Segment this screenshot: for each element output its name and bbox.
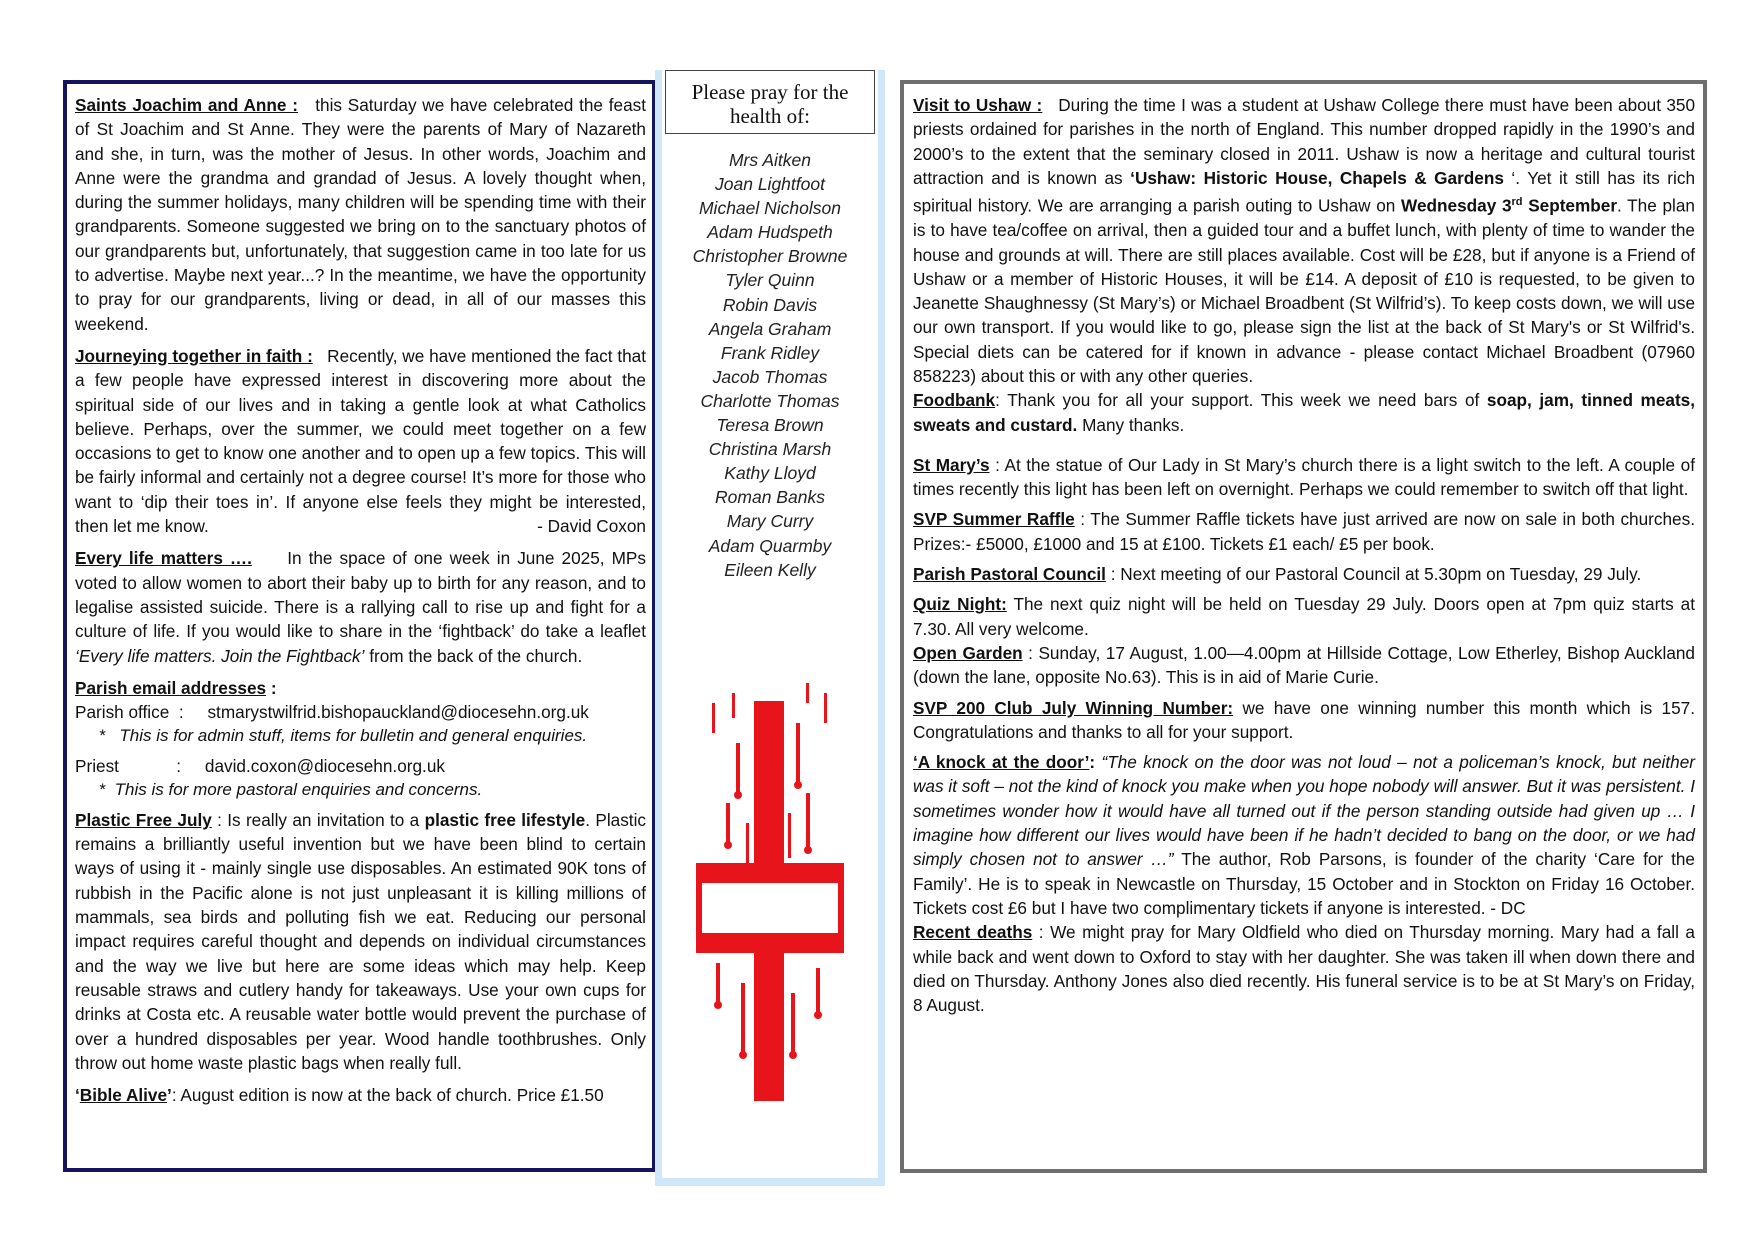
prayer-name: Robin Davis [722, 294, 818, 315]
journeying-heading: Journeying together in faith : [75, 345, 313, 366]
pastoral-council-text: : Next meeting of our Pastoral Council at 5.30pm on Tuesday, 29 July. [1105, 564, 1642, 585]
st-marys-text: : At the statue of Our Lady in St Mary’s church there is a light switch to the left. A couple of times recently this light has been left on overnight. Perhaps we could remember to switch off that light. [913, 454, 1695, 500]
prayer-name: Angela Graham [708, 318, 832, 339]
every-life-leaflet: ‘Every life matters. Join the Fightback’ [75, 645, 365, 666]
foodbank-text-2: Many thanks. [1077, 414, 1185, 435]
priest-email[interactable]: Priest : david.coxon@diocesehn.org.uk [75, 755, 445, 776]
svp-raffle-text: : The Summer Raffle tickets have just arrived are now on sale in both churches. Prizes:- £5000, £1000 and 15 at £100. Tickets £1 each/ £5 per book. [913, 509, 1695, 554]
foodbank-bold: soap, jam, tinned meats, sweats and custard. [913, 390, 1695, 435]
st-marys-heading: St Mary’s [913, 454, 990, 475]
pastoral-council-heading: Parish Pastoral Council [913, 564, 1106, 585]
bible-alive-text: : August edition is now at the back of church. Price £1.50 [171, 1085, 604, 1106]
prayer-names-list [662, 148, 878, 582]
recent-deaths-notice [913, 920, 1695, 1017]
bible-alive-quote-open: ‘ [75, 1085, 80, 1106]
svp-raffle-notice [913, 507, 1695, 556]
parish-office-note: * This is for admin stuff, items for bulletin and general enquiries. [75, 725, 588, 745]
every-life-heading: Every life matters …. [75, 548, 252, 569]
priest-note: * This is for more pastoral enquiries and concerns. [75, 779, 483, 799]
plastic-free-heading: Plastic Free July [75, 809, 212, 830]
knock-heading: ‘A knock at the door’ [913, 752, 1090, 773]
prayer-header-line-1: Please pray for the [691, 80, 849, 104]
journeying-signature: - David Coxon [537, 516, 646, 537]
open-garden-heading: Open Garden [913, 642, 1023, 663]
prayer-name: Roman Banks [715, 487, 825, 508]
prayer-name: Kathy Lloyd [724, 463, 816, 484]
prayer-name: Mary Curry [726, 511, 814, 532]
prayer-name: Adam Hudspeth [707, 222, 833, 243]
ushaw-text-3: . The plan is to have tea/coffee on arrival, then a guided tour and a buffet lunch, with plenty of time to wander the house and grounds at will. There are still places available. Cost will be £28, but if anyone is a Friend of Ushaw or a member of Historic Houses, it will be £14. A deposit of £10 is requested, to be given to Jeanette Shaughnessy (St Mary’s) or Michael Broadbent (St Wilfrid’s). To keep costs down, we will use our own transport. If you would like to go, please sign the list at the back of St Mary's or St Wilfrid's. Special diets can be catered for if known in advance - please contact Michael Broadbent (07960 858223) about this or with any other queries. [913, 195, 1695, 386]
ushaw-bold-1: ‘Ushaw: Historic House, Chapels & Gardens [1130, 167, 1504, 188]
svp-club-heading: SVP 200 Club July Winning Number: [913, 697, 1234, 718]
ushaw-text-1: During the time I was a student at Ushaw College there must have been about 350 priests ordained for parishes in the north of England. This number dropped rapidly in the 1990’s and 2000’s to the extent that the seminary closed in 2011. Ushaw is now a heritage and cultural tourist attraction and is known as [913, 95, 1696, 188]
prayer-name: Christina Marsh [708, 439, 832, 460]
prayer-name: Joan Lightfoot [715, 174, 825, 195]
joachim-anne-text: this Saturday we have celebrated the feast of St Joachim and St Anne. They were the parents of Mary of Nazareth and she, in turn, was the mother of Jesus. In other words, Joachim and Anne were the grandma and grandad of Jesus. A lovely thought when, during the summer holidays, many children will be spending time with their grandparents. Someone suggested we bring on to the sanctuary photos of our grandparents but, unfortunately, that suggestion came in too late for us to advertise. Maybe next year...? In the meantime, we have the opportunity to pray for our grandparents, living or dead, in all of our masses this weekend. [75, 95, 646, 334]
foodbank-text-1: : Thank you for all your support. This week we need bars of [995, 390, 1487, 411]
prayer-name: Mrs Aitken [728, 150, 811, 170]
ushaw-notice [913, 93, 1695, 388]
svp-club-text: we have one winning number this month which is 157. Congratulations and thanks to all for your support. [913, 697, 1695, 742]
prayer-name: Jacob Thomas [712, 366, 828, 387]
bible-alive-quote-close: ’ [167, 1085, 172, 1106]
pastoral-council-notice [913, 562, 1695, 586]
quiz-night-notice [913, 592, 1695, 641]
email-addresses-section [75, 676, 646, 802]
svp-raffle-heading: SVP Summer Raffle [913, 509, 1075, 530]
foodbank-heading: Foodbank [913, 390, 996, 411]
knock-notice [913, 750, 1695, 920]
every-life-text-2: from the back of the church. [364, 645, 583, 666]
ushaw-text-2: ‘. Yet it still has its rich spiritual history. We are arranging a parish outing to Ushaw on [913, 167, 1695, 216]
open-garden-text: : Sunday, 17 August, 1.00—4.00pm at Hillside Cottage, Low Etherley, Bishop Auckland (down the lane, opposite No.63). This is in aid of Marie Curie. [913, 642, 1695, 688]
prayer-name: Michael Nicholson [698, 198, 841, 219]
recent-deaths-text: : We might pray for Mary Oldfield who died on Thursday morning. Mary had a fall a while back and went down to Oxford to stay with her daughter. She was taken ill when down there and died on Thursday. Anthony Jones also died recently. His funeral service is to be at St Mary’s on Friday, 8 August. [913, 922, 1695, 1016]
prayer-name: Christopher Browne [692, 246, 848, 267]
ushaw-bold-2: Wednesday 3 [1401, 195, 1512, 216]
ushaw-sup: rd [1511, 196, 1523, 209]
parish-office-email[interactable]: Parish office : stmarystwilfrid.bishopauckland@diocesehn.org.uk [75, 701, 589, 722]
recent-deaths-heading: Recent deaths [913, 922, 1033, 943]
svp-club-notice [913, 696, 1695, 745]
bible-alive-heading: Bible Alive [79, 1085, 168, 1106]
journeying-text: Recently, we have mentioned the fact that a few people have expressed interest in discovering more about the spiritual side of our lives and in taking a gentle look at what Catholics believe. Perhaps, over the summer, we could meet together on a few occasions to get to know one another and to open up a few topics. This will be fairly informal and certainly not a degree course! It’s more for those who want to ‘dip their toes in’. If anyone else feels they might be interested, then let me know. [75, 345, 646, 537]
email-heading: Parish email addresses [75, 677, 267, 698]
knock-colon: : [1089, 752, 1102, 773]
st-marys-notice [913, 453, 1695, 502]
plastic-free-bold: plastic free lifestyle [424, 809, 586, 830]
ushaw-heading: Visit to Ushaw : [913, 95, 1043, 115]
email-heading-colon: : [266, 677, 277, 698]
quiz-night-heading: Quiz Night: [913, 594, 1007, 615]
knock-quote: “The knock on the door was not loud – not a policeman’s knock, but neither was it soft – not the kind of knock you make when you hope nobody will answer. But it was persistent. I sometimes wonder how it would have all turned out if the person standing outside had given up … I imagine how different our lives would have been if he hadn’t decided to bang on the door, or we had simply chosen not to answer …” [913, 752, 1695, 870]
prayer-name: Charlotte Thomas [700, 390, 840, 411]
journeying-notice [75, 344, 646, 538]
bible-alive-notice [75, 1083, 646, 1107]
joachim-anne-heading: Saints Joachim and Anne : [75, 95, 298, 115]
left-column [63, 80, 656, 1172]
every-life-notice [75, 546, 646, 667]
prayer-name: Tyler Quinn [725, 270, 815, 291]
knock-text: The author, Rob Parsons, is founder of the charity ‘Care for the Family’. He is to speak in Newcastle on Thursday, 15 October and in Stockton on Friday 16 October. Tickets cost £6 but I have two complimentary tickets if anyone is interested. - DC [913, 849, 1695, 918]
prayer-name: Eileen Kelly [724, 559, 816, 580]
prayer-name: Teresa Brown [716, 415, 824, 436]
joachim-anne-notice [75, 93, 646, 336]
prayer-header-line-2: health of: [730, 104, 810, 128]
red-cross-icon [696, 683, 844, 1103]
prayer-name: Frank Ridley [720, 342, 820, 363]
right-column [900, 80, 1707, 1173]
plastic-free-text-1: : Is really an invitation to a [211, 809, 425, 830]
prayer-header [665, 70, 875, 134]
plastic-free-text-2: . Plastic remains a brilliantly useful invention but we have been blind to certain ways of using it - mainly single use disposables. An estimated 90K tons of rubbish in the Pacific alone is not just unpleasant it is killing millions of mammals, sea birds and polluting fish we eat. Reducing our personal impact requires careful thought and depends on individual circumstances and the way we live but here are some ideas which may help. Keep reusable straws and cutlery handy for takeaways. Use your own cups for drinks at Costa etc. A reusable water bottle would prevent the purchase of over a hundred disposables per year. Wood handle toothbrushes. Only throw out home waste plastic bags when really full. [75, 809, 646, 1073]
prayer-name: Adam Quarmby [708, 535, 832, 556]
prayer-column [655, 70, 885, 1186]
ushaw-bold-3: September [1522, 195, 1618, 216]
quiz-night-text: The next quiz night will be held on Tuesday 29 July. Doors open at 7pm quiz starts at 7.30. All very welcome. [913, 594, 1695, 639]
open-garden-notice [913, 641, 1695, 690]
plastic-free-notice [75, 808, 646, 1075]
every-life-text-1: In the space of one week in June 2025, MPs voted to allow women to abort their baby up to birth for any reason, and to legalise assisted suicide. There is a rallying call to rise up and fight for a culture of life. If you would like to share in the ‘fightback’ do take a leaflet [75, 548, 646, 642]
foodbank-notice [913, 388, 1695, 437]
